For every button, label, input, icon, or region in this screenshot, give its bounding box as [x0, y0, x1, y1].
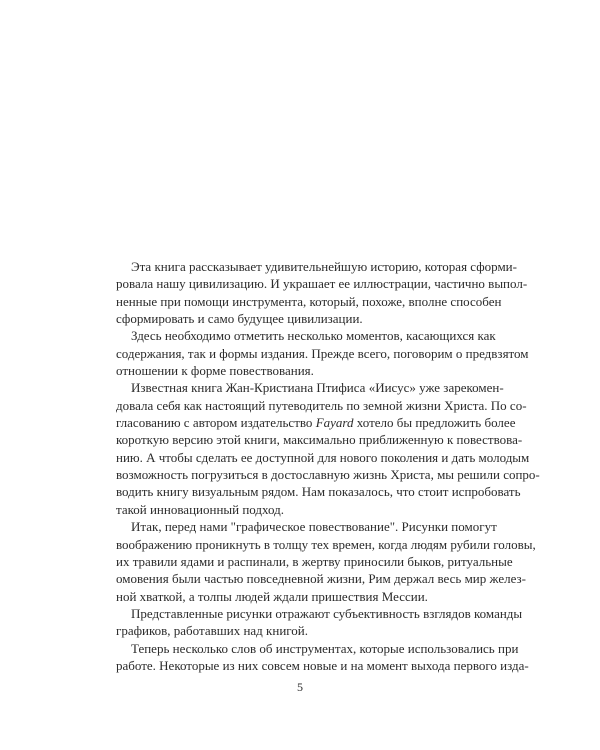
- text-line: работе. Некоторые из них совсем новые и на момент выхода первого изда-: [116, 657, 529, 673]
- text-line: омовения были частью повседневной жизни, Рим держал весь мир желез-: [116, 571, 526, 587]
- text-line: нию. А чтобы сделать ее доступной для нового поколения и дать молодым: [116, 449, 530, 465]
- text-line: их травили ядами и распинали, в жертву приносили быков, ритуальные: [116, 553, 513, 569]
- paragraph: [116, 518, 536, 605]
- text-line: Известная книга Жан-Кристиана Птифиса «Иисус» уже зарекомен-: [131, 380, 504, 396]
- body-text: [116, 258, 540, 674]
- text-line: отношении к форме повествования.: [116, 363, 314, 379]
- text-line: Эта книга рассказывает удивительнейшую историю, которая сформи-: [131, 259, 517, 274]
- paragraph: [116, 605, 523, 640]
- text-segment: хотело бы предложить более: [353, 415, 516, 431]
- text-line: воображению проникнуть в толщу тех времен, когда людям рубили головы,: [116, 536, 536, 552]
- text-line: возможность погрузиться в достославную жизнь Христа, мы решили сопро-: [116, 467, 540, 483]
- text-line: Теперь несколько слов об инструментах, которые использовались при: [131, 640, 519, 656]
- text-line: графиков, работавших над книгой.: [116, 623, 308, 639]
- text-line: сформировать и само будущее цивилизации.: [116, 311, 363, 327]
- text-line: ной хваткой, а толпы людей ждали пришествия Мессии.: [116, 588, 428, 604]
- text-line: водить книгу визуальным рядом. Нам показалось, что стоит испробовать: [116, 484, 521, 500]
- text-line: ровала нашу цивилизацию. И украшает ее иллюстрации, частично выпол-: [116, 276, 528, 292]
- text-line: содержания, так и формы издания. Прежде всего, поговорим о предвзятом: [116, 345, 529, 361]
- text-segment: гласованию с автором издательство: [116, 415, 316, 431]
- text-line: [116, 414, 516, 431]
- paragraph: [116, 258, 528, 327]
- paragraph: [116, 379, 540, 518]
- publisher-name: Fayard: [315, 415, 354, 431]
- text-line: Представленные рисунки отражают субъективность взглядов команды: [131, 605, 523, 621]
- paragraph: [116, 640, 529, 675]
- page-number: 5: [297, 680, 303, 694]
- text-line: такой инновационный подход.: [116, 501, 285, 517]
- text-line: довала себя как настоящий путеводитель по земной жизни Христа. По со-: [116, 397, 527, 413]
- paragraph: [116, 327, 529, 379]
- text-line: короткую версию этой книги, максимально приближенную к повествова-: [116, 432, 523, 448]
- text-line: Итак, перед нами "графическое повествование". Рисунки помогут: [131, 519, 497, 535]
- text-line: Здесь необходимо отметить несколько моментов, касающихся как: [131, 328, 496, 344]
- text-line: ненные при помощи инструмента, который, похоже, вполне способен: [116, 293, 502, 309]
